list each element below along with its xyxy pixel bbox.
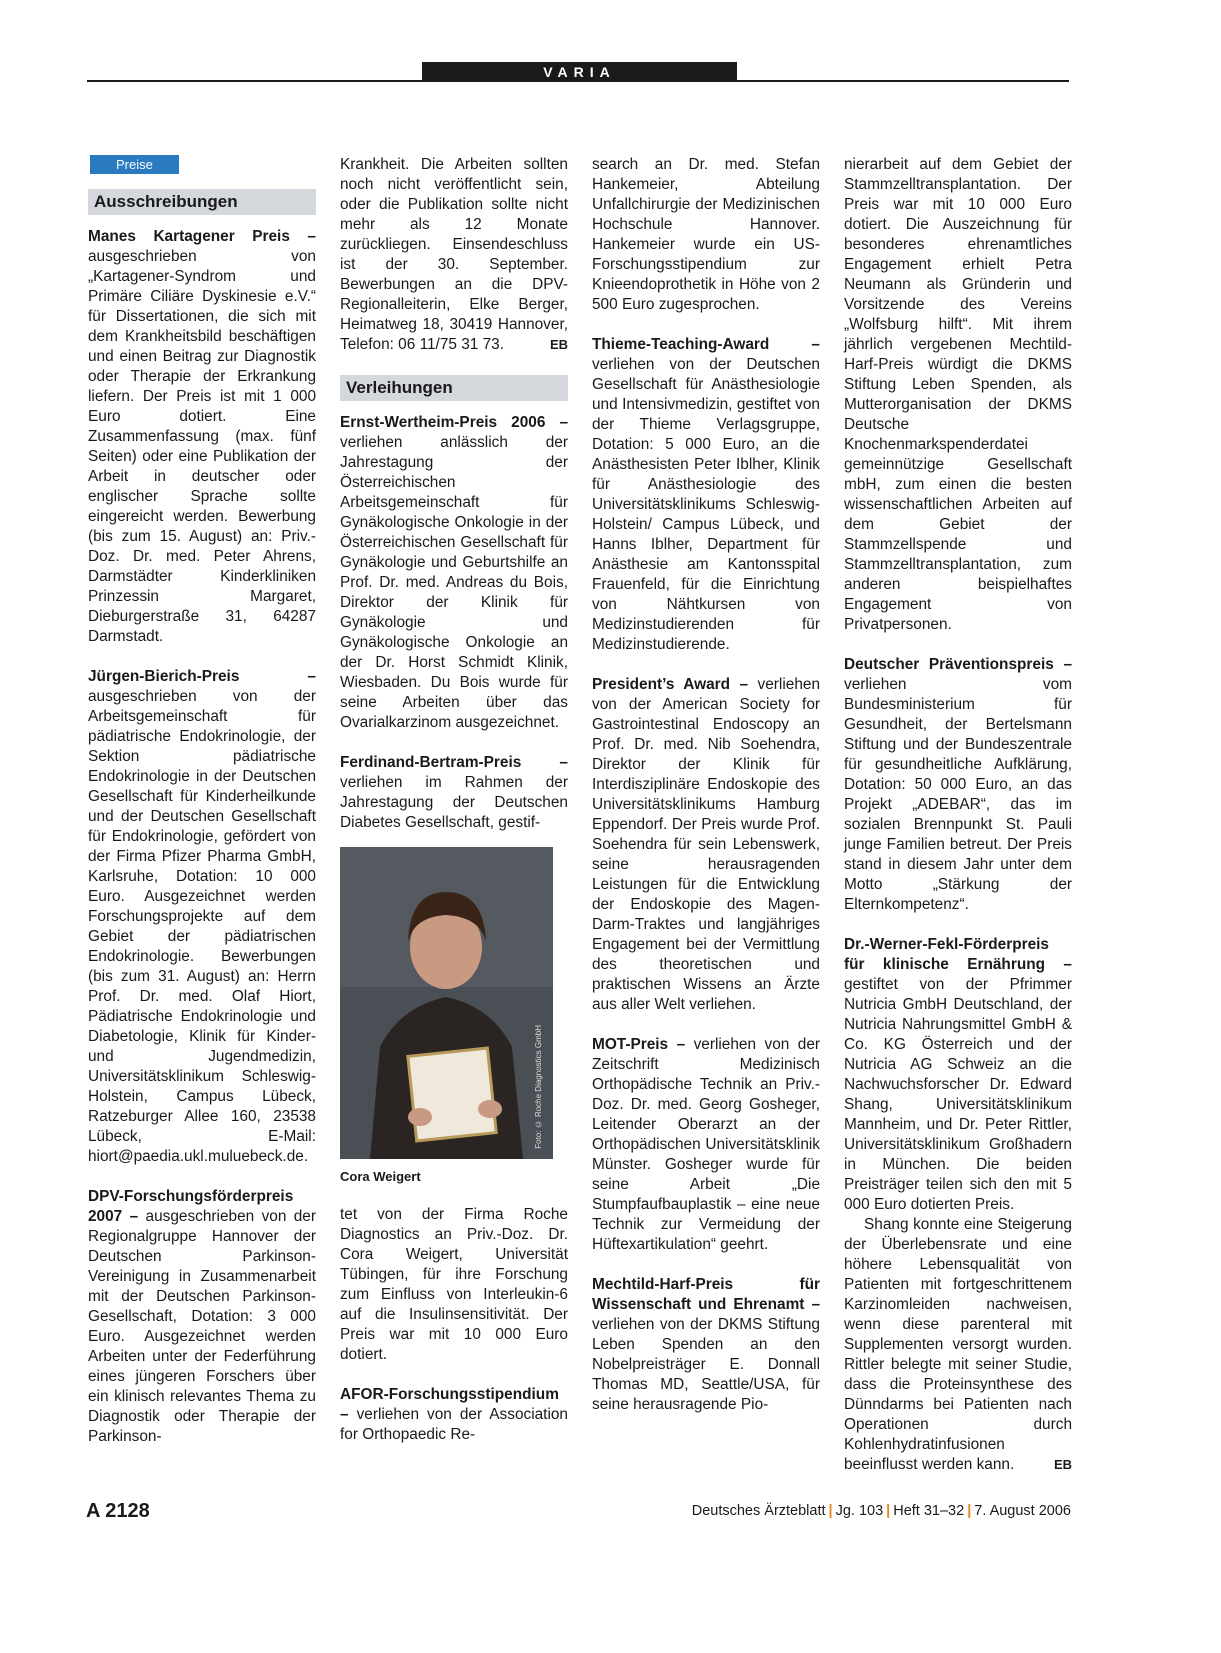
author-initials: EB	[549, 337, 568, 352]
article-text: nierarbeit auf dem Gebiet der Stammzelltransplantation. Der Preis war mit 10 000 Euro dotiert. Die Auszeichnung für besonderes ehrenamtliches Engagement erhielt Petra Neumann als Gründerin und Vorsitzende des Vereins „Wolfsburg hilft“. Mit ihrem jährlich vergebenen Mechtild-Harf-Preis würdigt die DKMS Stiftung Leben Spenden, als Mutterorganisation der DKMS Deutsche Knochenmarkspenderdatei gemeinnützige Gesellschaft mbH, zum einen die besten wissenschaftlichen Arbeiten auf dem Gebiet der Stammzellspende und Stammzelltransplantation, zum anderen beispielhaftes Engagement von Privatpersonen.	[844, 156, 1072, 633]
separator: |	[967, 1503, 972, 1519]
article-text: verliehen von der DKMS Stiftung Leben Spenden an den Nobelpreisträger E. Donnall Thomas MD, Seattle/USA, für seine herausragende Pio-	[592, 1316, 820, 1413]
heading-ausschreibungen: Ausschreibungen	[88, 189, 316, 215]
column-2	[340, 155, 568, 1465]
portrait-illustration	[340, 847, 553, 1159]
article-text: verliehen von der Zeitschrift Medizinisch Orthopädische Technik an Priv.-Doz. Dr. med. Georg Gosheger, Leitender Oberarzt an der Orthopädischen Universitätsklinik Münster. Gosheger wurde für seine Arbeit „Die Stumpfaufbauplastik – eine neue Technik zur Vermeidung der Hüftexartikulation“ geehrt.	[592, 1036, 820, 1253]
column-1	[88, 155, 316, 1467]
article-text: ausgeschrieben von „Kartagener-Syndrom und Primäre Ciliäre Dyskinesie e.V.“ für Dissertationen, die sich mit dem Krankheitsbild beschäftigen und einen Beitrag zur Diagnostik oder Therapie der Erkrankung liefern. Der Preis ist mit 1 000 Euro dotiert. Eine Zusammenfassung (max. fünf Seiten) oder eine Publikation der Arbeit in deutscher oder englischer Sprache sollte eingereicht werden. Bewerbung (bis zum 15. August) an: Priv.-Doz. Dr. med. Peter Ahrens, Darmstädter Kinderkliniken Prinzessin Margaret, Dieburgerstraße 31, 64287 Darmstadt.	[88, 248, 316, 645]
article-text: Krankheit. Die Arbeiten sollten noch nicht veröffentlicht sein, oder die Publikation sollte nicht mehr als 12 Monate zurückliegen. Einsendeschluss ist der 30. September. Bewerbungen an die DPV-Regionalleiterin, Elke Berger, Heimatweg 18, 30419 Hannover, Telefon: 06 11/75 31 73.	[340, 156, 568, 353]
date: 7. August 2006	[974, 1503, 1071, 1519]
article-text: verliehen von der American Society for Gastrointestinal Endoscopy an Prof. Dr. med. Nib Soehendra, Direktor der Klinik für Interdisziplinäre Endoskopie des Universitätsklinikums Hamburg Eppendorf. Der Preis wurde Prof. Soehendra für sein Lebenswerk, seine herausragenden Leistungen für die Entwicklung der Endoskopie des Magen-Darm-Traktes und langjähriges Engagement bei der Vermittlung des theoretischen und praktischen Wissens an Ärzte aus aller Welt verliehen.	[592, 676, 820, 1013]
article-title: President’s Award –	[592, 676, 749, 693]
journal-name: Deutsches Ärzteblatt	[691, 1503, 826, 1519]
article-text: ausgeschrieben von der Regionalgruppe Hannover der Deutschen Parkinson-Vereinigung in Zusammenarbeit mit der Deutschen Parkinson-Gesellschaft, Dotation: 3 000 Euro. Ausgezeichnet werden Arbeiten unter der Federführung eines jüngeren Forschers über ein klinisch relevantes Thema zu Diagnostik oder Therapie der Parkinson-	[88, 1208, 316, 1445]
article-bertram-cont	[340, 1205, 568, 1365]
article-text: ausgeschrieben von der Arbeitsgemeinschaft für pädiatrische Endokrinologie, der Sektion pädiatrische Endokrinologie in der Deutschen Gesellschaft für Kinderheilkunde und der Deutschen Gesellschaft für Endokrinologie, gefördert von der Firma Pfizer Pharma GmbH, Karlsruhe, Dotation: 10 000 Euro. Ausgezeichnet werden Forschungsprojekte auf dem Gebiet der pädiatrischen Endokrinologie. Bewerbungen (bis zum 31. August) an: Herrn Prof. Dr. med. Olaf Hiort, Pädiatrische Endokrinologie und Diabetologie, Klinik für Kinder- und Jugendmedizin, Universitätsklinikum Schleswig-Holstein, Campus Lübeck, Ratzeburger Allee 160, 23538 Lübeck, E-Mail: hiort@paedia.ukl.muluebeck.de.	[88, 688, 316, 1165]
article-text: Shang konnte eine Steigerung der Überlebensrate und eine höhere Lebensqualität von Patienten mit fortgeschrittenem Karzinomleiden nachweisen, wenn diese parenteral mit Supplementen versorgt wurden. Rittler belegte mit seiner Studie, dass die Proteinsynthese des Dünndarms bei Patienten nach Operationen durch Kohlenhydratinfusionen beeinflusst werden kann.	[844, 1216, 1072, 1473]
article-afor	[340, 1385, 568, 1445]
article-thieme	[592, 335, 820, 655]
article-text: search an Dr. med. Stefan Hankemeier, Abteilung Unfallchirurgie der Medizinischen Hochschule Hannover. Hankemeier wurde ein US-Forschungsstipendium zur Knieendoprothetik in Höhe von 2 500 Euro zugesprochen.	[592, 156, 820, 313]
article-text: verliehen von der Association for Orthopaedic Re-	[340, 1406, 568, 1443]
photo-credit: Foto: © Roche Diagnostics GmbH	[534, 1025, 543, 1149]
article-text: verliehen von der Deutschen Gesellschaft für Anästhesiologie und Intensivmedizin, gestiftet von der Thieme Verlagsgruppe, Dotation: 5 000 Euro, an die Anästhesisten Peter Iblher, Klinik für Anästhesiologie des Universitätsklinikums Schleswig-Holstein/ Campus Lübeck, und Hanns Iblher, Department für Anästhesie am Kantonsspital Frauenfeld, für die Einrichtung von Nähtkursen von Medizinstudierenden für Medizinstudierende.	[592, 356, 820, 653]
article-title: Ferdinand-Bertram-Preis –	[340, 754, 568, 771]
article-title: Ernst-Wertheim-Preis 2006 –	[340, 414, 568, 431]
heading-verleihungen: Verleihungen	[340, 375, 568, 401]
article-title: Mechtild-Harf-Preis für Wissenschaft und Ehrenamt –	[592, 1276, 820, 1313]
separator: |	[886, 1503, 891, 1519]
article-text: verliehen anlässlich der Jahrestagung der Österreichischen Arbeitsgemeinschaft für Gynäkologische Onkologie in der Österreichischen Gesellschaft für Gynäkologie und Geburtshilfe an Prof. Dr. med. Andreas du Bois, Direktor der Klinik für Gynäkologie und Gynäkologische Onkologie an der Dr. Horst Schmidt Klinik, Wiesbaden. Du Bois wurde für seine Arbeiten über das Ovarialkarzinom ausgezeichnet.	[340, 434, 568, 731]
author-initials: EB	[1053, 1457, 1072, 1472]
article-text: verliehen im Rahmen der Jahrestagung der Deutschen Diabetes Gesellschaft, gestif-	[340, 774, 568, 831]
article-harf	[592, 1275, 820, 1415]
column-3	[592, 155, 820, 1435]
article-title: AFOR-Forschungsstipendium –	[340, 1386, 559, 1423]
article-kartagener	[88, 227, 316, 647]
volume: Jg. 103	[835, 1503, 884, 1519]
photo-caption: Cora Weigert	[340, 1169, 421, 1184]
article-title: Jürgen-Bierich-Preis –	[88, 668, 316, 685]
article-mot	[592, 1035, 820, 1255]
article-bierich	[88, 667, 316, 1167]
footer-citation	[692, 1503, 1071, 1519]
category-badge: Preise	[90, 155, 179, 174]
article-text: gestiftet von der Pfrimmer Nutricia GmbH Deutschland, der Nutricia Nahrungsmittel GmbH & Co. KG Österreich und der Nutricia AG Schweiz an die Nachwuchsforscher Dr. Edward Shang, Universitätsklinikum Mannheim, und Dr. Peter Rittler, Universitätsklinikum Großhadern in München. Die beiden Preisträger teilen sich den mit 5 000 Euro dotierten Preis.	[844, 976, 1072, 1213]
article-title: DPV-Forschungsförderpreis 2007 –	[88, 1188, 294, 1225]
separator: |	[828, 1503, 833, 1519]
article-harf-cont	[844, 155, 1072, 635]
article-dpv-cont	[340, 155, 568, 355]
article-title: Dr.-Werner-Fekl-Förderpreis für klinische Ernährung –	[844, 936, 1072, 973]
issue: Heft 31–32	[893, 1503, 965, 1519]
article-title: MOT-Preis –	[592, 1036, 686, 1053]
header-rule	[87, 80, 1069, 82]
article-president	[592, 675, 820, 1015]
article-praevention	[844, 655, 1072, 915]
article-dpv	[88, 1187, 316, 1447]
article-text: tet von der Firma Roche Diagnostics an Priv.-Doz. Dr. Cora Weigert, Universität Tübingen, für ihre Forschung zum Einfluss von Interleukin-6 auf die Insulinsensitivität. Der Preis war mit 10 000 Euro dotiert.	[340, 1206, 568, 1363]
article-wertheim	[340, 413, 568, 733]
article-title: Manes Kartagener Preis –	[88, 228, 316, 245]
column-4	[844, 155, 1072, 1495]
section-tag: VARIA	[422, 62, 737, 82]
article-title: Deutscher Präventionspreis –	[844, 656, 1072, 673]
article-title: Thieme-Teaching-Award –	[592, 336, 820, 353]
article-fekl-cont	[844, 1215, 1072, 1475]
portrait-photo	[340, 847, 553, 1159]
article-bertram	[340, 753, 568, 833]
article-afor-cont	[592, 155, 820, 315]
article-text: verliehen vom Bundesministerium für Gesundheit, der Bertelsmann Stiftung und der Bundeszentrale für gesundheitliche Aufklärung, Dotation: 50 000 Euro, an das Projekt „ADEBAR“, das im sozialen Brennpunkt St. Pauli junge Familien betreut. Der Preis stand in diesem Jahr unter dem Motto „Stärkung der Elternkompetenz“.	[844, 676, 1072, 913]
article-fekl	[844, 935, 1072, 1215]
page-number: A 2128	[86, 1500, 150, 1522]
